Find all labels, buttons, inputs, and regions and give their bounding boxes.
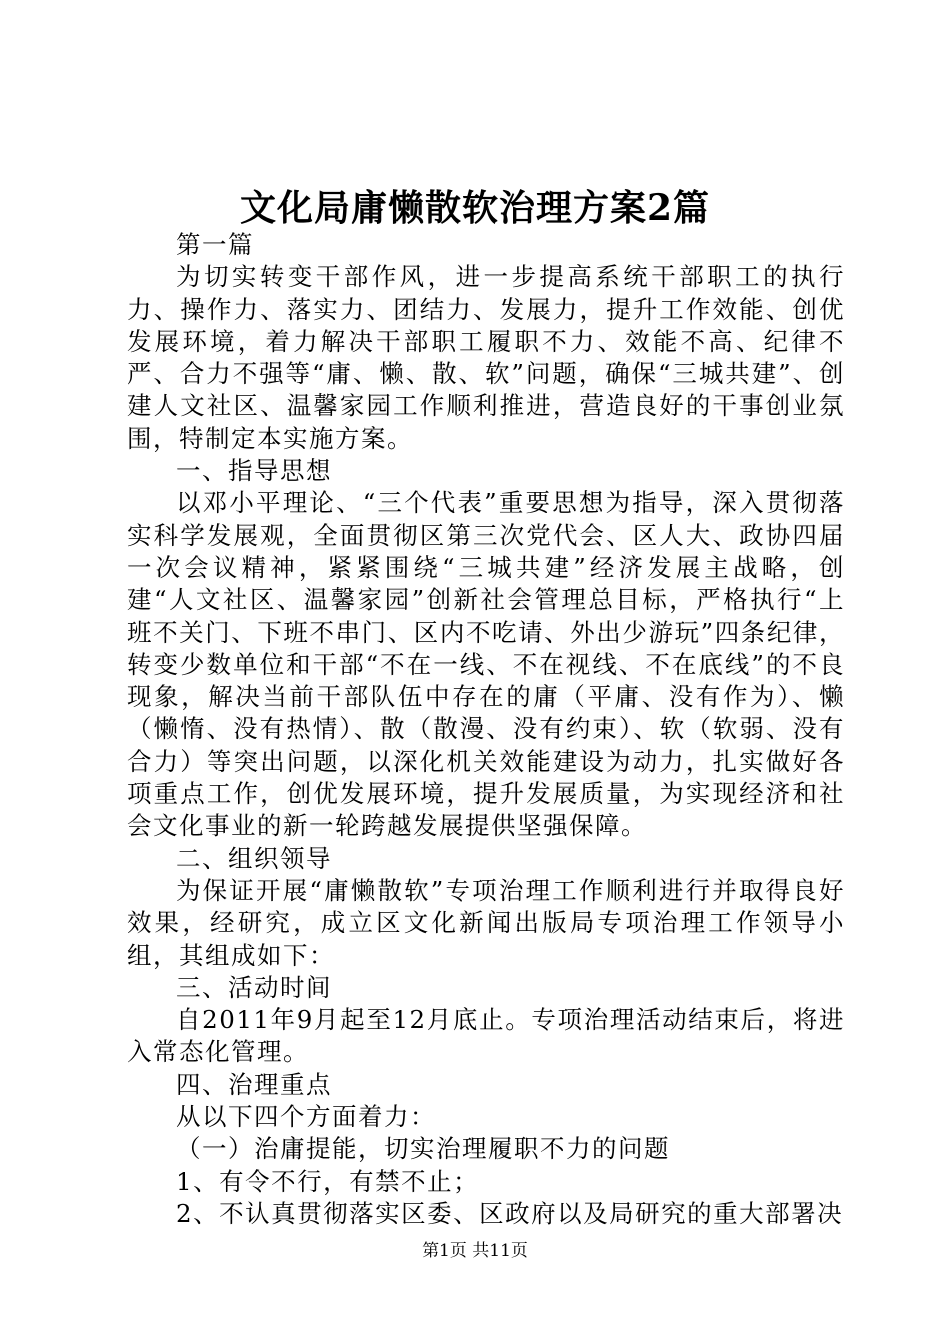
document-body xyxy=(127,229,845,1230)
page-number-footer: 第1页 共11页 xyxy=(422,1241,528,1261)
sub-heading: （一）治庸提能，切实治理履职不力的问题 xyxy=(176,1134,670,1164)
list-item: 1、有令不行，有禁不止； xyxy=(176,1166,480,1196)
document-title: 文化局庸懒散软治理方案2篇 xyxy=(239,187,711,229)
section-heading: 三、活动时间 xyxy=(176,972,332,1002)
body-paragraph: 为保证开展“庸懒散软”专项治理工作顺利进行并取得良好效果，经研究，成立区文化新闻出版局专项治理工作领导小组，其组成如下： xyxy=(127,875,845,970)
body-paragraph: 为切实转变干部作风，进一步提高系统干部职工的执行力、操作力、落实力、团结力、发展力，提升工作效能、创优发展环境，着力解决干部职工履职不力、效能不高、纪律不严、合力不强等“庸、懒、散、软”问题，确保“三城共建”、创建人文社区、温馨家园工作顺利推进，营造良好的干事创业氛围，特制定本实施方案。 xyxy=(127,262,845,453)
section-heading: 二、组织领导 xyxy=(176,843,332,873)
section-heading: 第一篇 xyxy=(176,230,254,259)
list-item: 2、不认真贯彻落实区委、区政府以及局研究的重大部署决 xyxy=(176,1198,844,1228)
section-heading: 一、指导思想 xyxy=(176,456,332,486)
section-heading: 四、治理重点 xyxy=(176,1069,332,1099)
body-paragraph: 以邓小平理论、“三个代表”重要思想为指导，深入贯彻落实科学发展观，全面贯彻区第三次党代会、区人大、政协四届一次会议精神，紧紧围绕“三城共建”经济发展主战略，创建“人文社区、温馨家园”创新社会管理总目标，严格执行“上班不关门、下班不串门、区内不吃请、外出少游玩”四条纪律，转变少数单位和干部“不在一线、不在视线、不在底线”的不良现象，解决当前干部队伍中存在的庸（平庸、没有作为）、懒（懒惰、没有热情）、散（散漫、没有约束）、软（软弱、没有合力）等突出问题，以深化机关效能建设为动力，扎实做好各项重点工作，创优发展环境，提升发展质量，为实现经济和社会文化事业的新一轮跨越发展提供坚强保障。 xyxy=(127,488,845,841)
body-paragraph: 从以下四个方面着力： xyxy=(176,1102,436,1132)
body-paragraph: 自2011年9月起至12月底止。专项治理活动结束后，将进入常态化管理。 xyxy=(127,1005,845,1067)
